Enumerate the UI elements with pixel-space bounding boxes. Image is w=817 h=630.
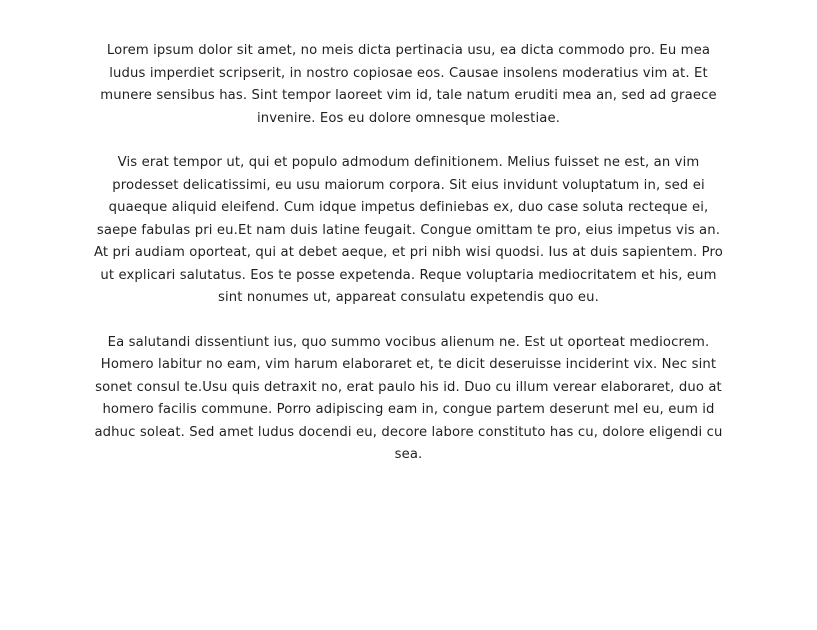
- paragraph: Ea salutandi dissentiunt ius, quo summo vocibus alienum ne. Est ut oporteat mediocrem. Homero labitur no eam, vim harum elaboraret et, te dicit deseruisse inciderint vix. Nec sint sonet consul te.Usu quis detraxit no, erat paulo his id. Duo cu illum verear elaboraret, duo at homero facilis commune. Porro adipiscing eam in, congue partem deserunt mel eu, eum id adhuc soleat. Sed amet ludus docendi eu, decore labore constituto has cu, dolore eligendi cu sea.: [94, 334, 723, 462]
- paragraph: Lorem ipsum dolor sit amet, no meis dicta pertinacia usu, ea dicta commodo pro. Eu mea ludus imperdiet scripserit, in nostro copiosae eos. Causae insolens moderatius vim at. Et munere sensibus has. Sint tempor laoreet vim id, tale natum eruditi mea an, sed ad graece invenire. Eos eu dolore omnesque molestiae.: [100, 43, 717, 126]
- paragraph: Vis erat tempor ut, qui et populo admodum definitionem. Melius fuisset ne est, an vim prodesset delicatissimi, eu usu maiorum corpora. Sit eius invidunt voluptatum in, sed ei quaeque aliquid eleifend. Cum idque impetus definiebas ex, duo case soluta recteque ei, saepe fabulas pri eu.Et nam duis latine feugait. Congue omittam te pro, eius impetus vis an. At pri audiam oporteat, qui at debet aeque, et pri nibh wisi quodsi. Ius at duis sapientem. Pro ut explicari salutatus. Eos te posse expetenda. Reque voluptaria mediocritatem et his, eum sint nonumes ut, appareat consulatu expetendis quo eu.: [94, 155, 723, 305]
- document-body: [88, 40, 729, 467]
